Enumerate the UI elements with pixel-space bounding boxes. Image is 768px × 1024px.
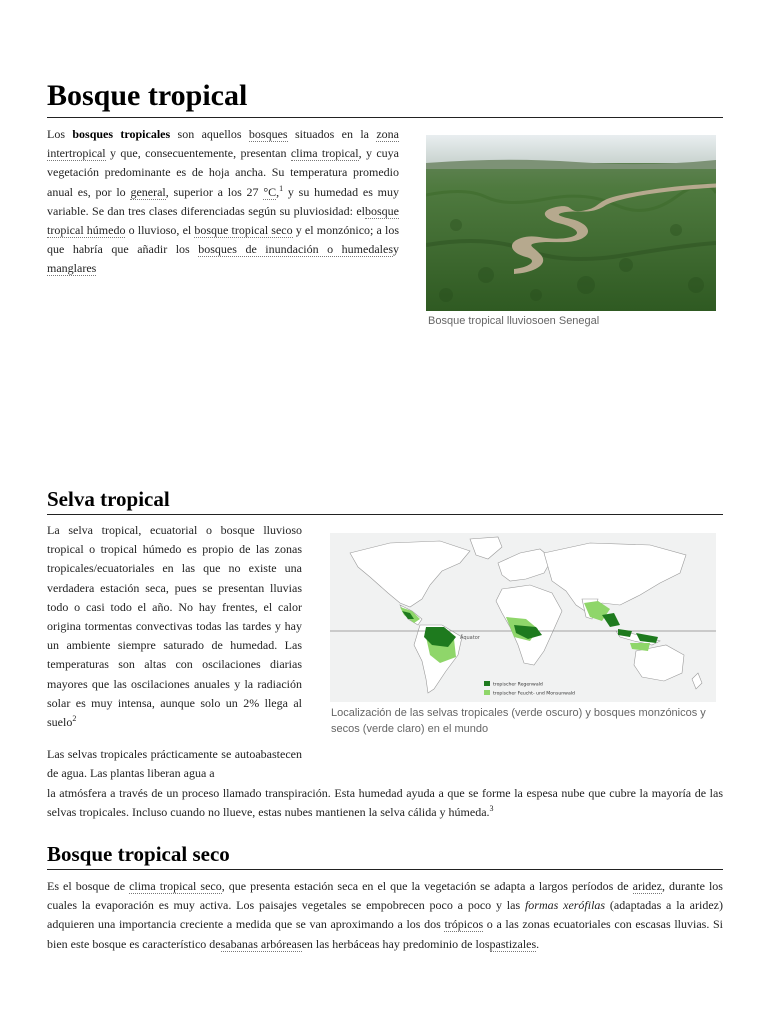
text: (adaptadas a la aridez) adquieren una importancia creciente a medida que se van aproximando a los dos — [47, 898, 723, 932]
text: y — [393, 242, 399, 257]
seco-paragraph — [47, 877, 723, 954]
link-general[interactable]: general — [130, 184, 166, 199]
reference-2[interactable]: 2 — [72, 714, 77, 724]
text: en las herbáceas hay predominio de los — [301, 936, 490, 951]
text: , que presenta estación seca en el que la vegetación se adapta a largos períodos de — [221, 879, 633, 893]
link-manglares[interactable]: manglares — [47, 261, 97, 276]
text: situados en la — [287, 127, 377, 141]
text: Es el bosque de — [47, 879, 130, 893]
intro-paragraph — [47, 125, 399, 279]
selva-paragraph-2-start: Las selvas tropicales prácticamente se autoabastecen de agua. Las plantas liberan agua a — [47, 747, 302, 781]
selva-paragraph-2-end — [47, 784, 723, 822]
text: , superior a los 27 — [165, 184, 264, 199]
text: La selva tropical, ecuatorial o bosque lluvioso tropical o tropical húmedo es propio de las zonas tropicales/ecuatoriales en las que no existe una verdadera estación seca, pues se presentan lluvias todo o casi todo el año. No hay frentes, el calor origina tormentas convectivas todas las tardes y hay un ambiente siempre saturado de humedad. Las temperaturas son altas con oscilaciones diarias mayores que las oscilaciones anuales y la radiación solar es muy intensa, aunque solo un 2% llega al suelo — [47, 523, 302, 730]
link-aridez[interactable]: aridez — [632, 879, 662, 893]
link-pastizales[interactable]: pastizales — [489, 936, 537, 951]
legend-swatch-monsoon — [484, 690, 490, 695]
text: , durante los cuales la evaporación es muy activa. Los paisajes vegetales se empobrecen poco a poco y las — [47, 879, 723, 913]
link-clima-tropical[interactable]: clima tropical — [290, 146, 359, 161]
text: , — [276, 184, 280, 199]
text: la atmósfera a través de un proceso llamado transpiración. Esta humedad ayuda a que se forme la espesa nube que cubre la mayoría de las selvas tropicales. Incluso cuando no llueve, estas nubes mantienen la selva cálida y húmeda. — [47, 786, 723, 820]
link-celsius[interactable]: °C — [263, 184, 277, 199]
reference-3[interactable]: 3 — [489, 804, 494, 814]
map-caption: Localización de las selvas tropicales (verde oscuro) y bosques monzónicos y secos (verde claro) en el mundo — [331, 707, 706, 735]
reference-1[interactable]: 1 — [279, 183, 284, 193]
page-title: Bosque tropical — [47, 78, 723, 118]
text: . — [536, 936, 540, 951]
text: o lluvioso, el — [125, 223, 195, 238]
link-tropicos[interactable]: trópicos — [444, 917, 484, 932]
legend-swatch-rainforest — [484, 681, 490, 686]
text: y que, consecuentemente, presentan — [105, 146, 291, 161]
link-bosques[interactable]: bosques — [248, 127, 288, 141]
rainforest-photo — [426, 135, 716, 311]
link-bosque-tropical-seco[interactable]: bosque tropical seco — [194, 223, 293, 238]
legend-label-monsoon: tropischer Feucht- und Monsunwald — [493, 691, 575, 697]
text: son aquellos — [170, 127, 249, 141]
text: y el monzónico; a los que habría que añadir los — [47, 223, 400, 257]
text: , y cuya vegetación predominante es de hoja ancha. Su temperatura promedio anual es, por lo — [47, 146, 399, 199]
equator-label: Äquator — [460, 635, 480, 641]
section-heading-selva: Selva tropical — [47, 486, 723, 515]
bold-term: bosques tropicales — [72, 127, 171, 141]
selva-paragraph-1 — [47, 521, 302, 732]
text: y su humedad es muy variable. Se dan tres clases diferenciadas según su pluviosidad: el — [47, 184, 400, 218]
world-map-figure — [330, 533, 716, 702]
link-clima-tropical-seco[interactable]: clima tropical seco — [129, 879, 222, 893]
text: o a las zonas ecuatoriales con escasas lluvias. Si bien este bosque es característico de — [47, 917, 723, 951]
photo-caption: Bosque tropical lluviosoen Senegal — [428, 315, 600, 327]
section-heading-seco: Bosque tropical seco — [47, 841, 723, 870]
link-zona-intertropical[interactable]: zona intertropical — [47, 127, 399, 161]
link-bosque-tropical-humedo[interactable]: bosque tropical húmedo — [47, 203, 399, 238]
legend-label-rainforest: tropischer Regenwald — [493, 682, 543, 688]
link-bosques-de-inundacion[interactable]: bosques de inundación o humedales — [198, 242, 393, 257]
text: Los — [47, 127, 73, 141]
italic-term: formas xerófilas — [524, 898, 606, 913]
link-sabanas-arboreas[interactable]: sabanas arbóreas — [220, 936, 302, 951]
